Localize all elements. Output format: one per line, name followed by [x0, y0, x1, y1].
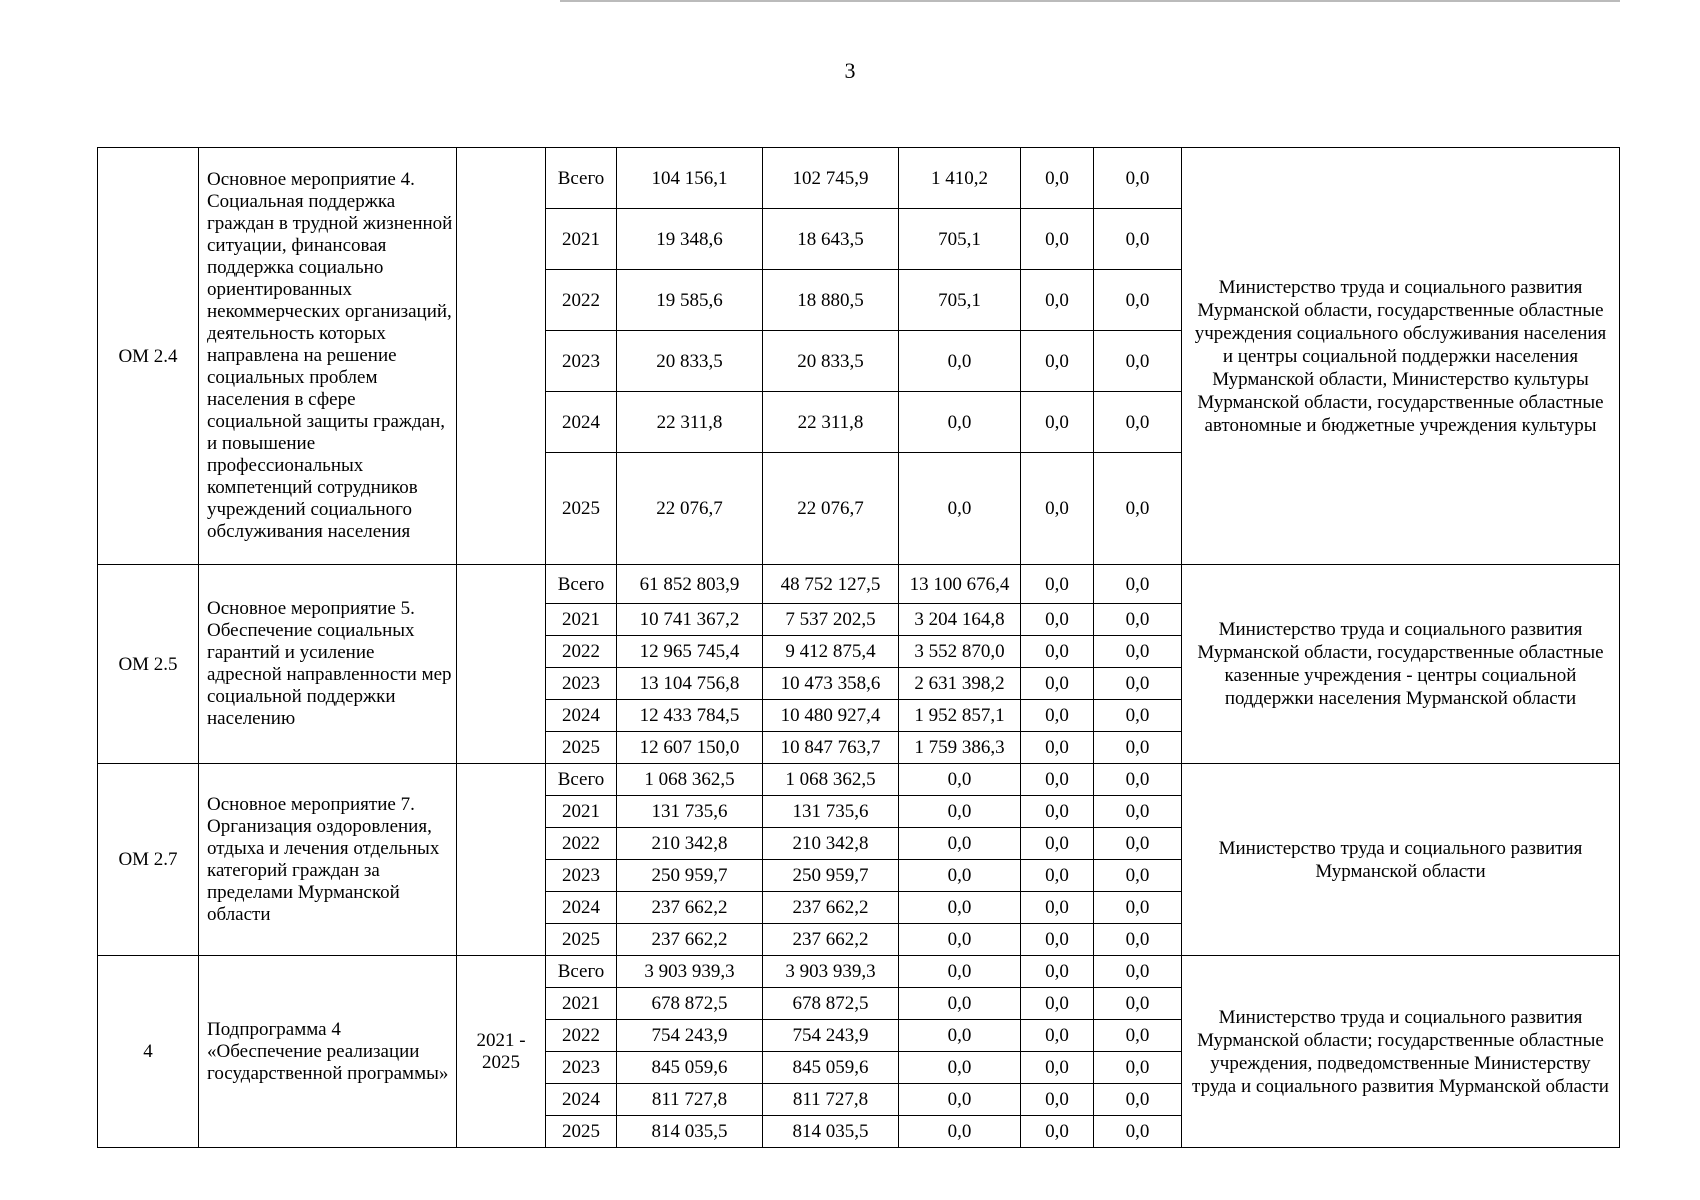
- funding-cell: 0,0: [899, 860, 1021, 892]
- funding-cell: 0,0: [1021, 1116, 1094, 1148]
- funding-cell: 0,0: [1094, 860, 1182, 892]
- funding-cell: 678 872,5: [763, 988, 899, 1020]
- funding-cell: 20 833,5: [763, 331, 899, 392]
- executor-cell: Министерство труда и социального развития Мурманской области; государственные областные учреждения, подведомственные Министерству труда и социального развития Мурманской области: [1182, 956, 1620, 1148]
- funding-cell: 7 537 202,5: [763, 604, 899, 636]
- year-cell: 2023: [546, 1052, 617, 1084]
- total-cell: 12 433 784,5: [617, 700, 763, 732]
- total-cell: 12 607 150,0: [617, 732, 763, 764]
- total-cell: 250 959,7: [617, 860, 763, 892]
- funding-cell: 0,0: [1021, 1084, 1094, 1116]
- funding-cell: 0,0: [899, 453, 1021, 565]
- executor-cell: Министерство труда и социального развития Мурманской области, государственные областные учреждения социального обслуживания населения и центры социальной поддержки населения Мурманской области, Министерство культуры Мурманской области, государственные областные автономные и бюджетные учреждения культуры: [1182, 148, 1620, 565]
- table-row: [98, 764, 1620, 796]
- funding-cell: 0,0: [1021, 860, 1094, 892]
- funding-cell: 10 480 927,4: [763, 700, 899, 732]
- total-cell: 19 348,6: [617, 209, 763, 270]
- funding-cell: 102 745,9: [763, 148, 899, 209]
- year-cell: 2024: [546, 700, 617, 732]
- funding-cell: 0,0: [899, 892, 1021, 924]
- funding-cell: 0,0: [1021, 565, 1094, 604]
- program-funding-table: [97, 147, 1620, 1148]
- funding-cell: 0,0: [1021, 732, 1094, 764]
- year-cell: 2025: [546, 453, 617, 565]
- total-cell: 20 833,5: [617, 331, 763, 392]
- total-cell: 845 059,6: [617, 1052, 763, 1084]
- funding-cell: 0,0: [1094, 270, 1182, 331]
- year-cell: 2025: [546, 732, 617, 764]
- funding-cell: 0,0: [1094, 453, 1182, 565]
- total-cell: 13 104 756,8: [617, 668, 763, 700]
- scan-artifact-line: [560, 0, 1620, 2]
- total-cell: 22 076,7: [617, 453, 763, 565]
- funding-cell: 0,0: [899, 988, 1021, 1020]
- funding-cell: 0,0: [1094, 1020, 1182, 1052]
- funding-cell: 0,0: [1021, 270, 1094, 331]
- year-cell: 2022: [546, 270, 617, 331]
- total-cell: 131 735,6: [617, 796, 763, 828]
- funding-cell: 0,0: [899, 1052, 1021, 1084]
- funding-cell: 705,1: [899, 209, 1021, 270]
- total-cell: 814 035,5: [617, 1116, 763, 1148]
- executor-cell: Министерство труда и социального развития Мурманской области, государственные областные казенные учреждения - центры социальной поддержки населения Мурманской области: [1182, 565, 1620, 764]
- table-row: [98, 565, 1620, 604]
- funding-cell: 0,0: [899, 924, 1021, 956]
- funding-cell: 0,0: [1094, 956, 1182, 988]
- table-row: [98, 956, 1620, 988]
- year-cell: 2024: [546, 392, 617, 453]
- total-cell: 12 965 745,4: [617, 636, 763, 668]
- total-cell: 1 068 362,5: [617, 764, 763, 796]
- funding-cell: 0,0: [899, 828, 1021, 860]
- funding-cell: 0,0: [899, 1116, 1021, 1148]
- funding-cell: 237 662,2: [763, 924, 899, 956]
- funding-cell: 0,0: [1094, 700, 1182, 732]
- measure-code: ОМ 2.4: [98, 148, 199, 565]
- funding-cell: 845 059,6: [763, 1052, 899, 1084]
- funding-cell: 754 243,9: [763, 1020, 899, 1052]
- funding-cell: 0,0: [1021, 604, 1094, 636]
- measure-description: Основное мероприятие 5. Обеспечение социальных гарантий и усиление адресной направленности мер социальной поддержки населению: [199, 565, 457, 764]
- funding-cell: 0,0: [1094, 636, 1182, 668]
- funding-cell: 0,0: [899, 956, 1021, 988]
- year-cell: 2023: [546, 860, 617, 892]
- funding-cell: 0,0: [899, 1084, 1021, 1116]
- funding-cell: 237 662,2: [763, 892, 899, 924]
- funding-cell: 1 068 362,5: [763, 764, 899, 796]
- year-cell: 2021: [546, 988, 617, 1020]
- funding-cell: 0,0: [1094, 732, 1182, 764]
- funding-cell: 0,0: [1021, 828, 1094, 860]
- funding-cell: 0,0: [1021, 148, 1094, 209]
- funding-cell: 0,0: [1021, 892, 1094, 924]
- total-cell: 22 311,8: [617, 392, 763, 453]
- year-cell: 2023: [546, 331, 617, 392]
- funding-cell: 3 552 870,0: [899, 636, 1021, 668]
- year-cell: 2025: [546, 924, 617, 956]
- funding-cell: 22 076,7: [763, 453, 899, 565]
- funding-cell: 18 643,5: [763, 209, 899, 270]
- funding-cell: 0,0: [1094, 668, 1182, 700]
- total-cell: 104 156,1: [617, 148, 763, 209]
- funding-cell: 0,0: [1021, 1020, 1094, 1052]
- year-cell: Всего: [546, 956, 617, 988]
- total-cell: 237 662,2: [617, 924, 763, 956]
- funding-cell: 0,0: [1094, 1084, 1182, 1116]
- funding-cell: 0,0: [1094, 1052, 1182, 1084]
- funding-cell: 0,0: [1021, 331, 1094, 392]
- funding-cell: 210 342,8: [763, 828, 899, 860]
- total-cell: 10 741 367,2: [617, 604, 763, 636]
- page-number: 3: [844, 58, 856, 83]
- year-cell: Всего: [546, 565, 617, 604]
- funding-cell: 13 100 676,4: [899, 565, 1021, 604]
- funding-cell: 0,0: [1094, 892, 1182, 924]
- year-cell: 2024: [546, 1084, 617, 1116]
- table-row: [98, 148, 1620, 209]
- funding-cell: 0,0: [1094, 828, 1182, 860]
- year-cell: 2025: [546, 1116, 617, 1148]
- year-cell: Всего: [546, 148, 617, 209]
- funding-cell: 0,0: [1094, 604, 1182, 636]
- year-cell: 2021: [546, 209, 617, 270]
- funding-cell: 3 204 164,8: [899, 604, 1021, 636]
- total-cell: 678 872,5: [617, 988, 763, 1020]
- funding-cell: 0,0: [1021, 636, 1094, 668]
- funding-cell: 18 880,5: [763, 270, 899, 331]
- total-cell: 19 585,6: [617, 270, 763, 331]
- funding-cell: 0,0: [1094, 924, 1182, 956]
- funding-cell: 0,0: [1094, 565, 1182, 604]
- funding-cell: 0,0: [1021, 209, 1094, 270]
- measure-period: [457, 565, 546, 764]
- funding-cell: 131 735,6: [763, 796, 899, 828]
- measure-code: ОМ 2.5: [98, 565, 199, 764]
- year-cell: 2023: [546, 668, 617, 700]
- funding-cell: 0,0: [1094, 392, 1182, 453]
- funding-cell: 814 035,5: [763, 1116, 899, 1148]
- funding-cell: 1 952 857,1: [899, 700, 1021, 732]
- total-cell: 811 727,8: [617, 1084, 763, 1116]
- measure-description: Основное мероприятие 7. Организация оздоровления, отдыха и лечения отдельных категорий граждан за пределами Мурманской области: [199, 764, 457, 956]
- year-cell: 2022: [546, 828, 617, 860]
- executor-cell: Министерство труда и социального развития Мурманской области: [1182, 764, 1620, 956]
- funding-cell: 0,0: [1021, 796, 1094, 828]
- measure-period: [457, 148, 546, 565]
- total-cell: 754 243,9: [617, 1020, 763, 1052]
- total-cell: 210 342,8: [617, 828, 763, 860]
- funding-cell: 0,0: [1094, 1116, 1182, 1148]
- measure-description: Основное мероприятие 4. Социальная поддержка граждан в трудной жизненной ситуации, финансовая поддержка социально ориентированных некоммерческих организаций, деятельность которых направлена на решение социальных проблем населения в сфере социальной защиты граждан, и повышение профессиональных компетенций сотрудников учреждений социального обслуживания населения: [199, 148, 457, 565]
- total-cell: 61 852 803,9: [617, 565, 763, 604]
- year-cell: Всего: [546, 764, 617, 796]
- funding-cell: 22 311,8: [763, 392, 899, 453]
- funding-cell: 0,0: [1094, 764, 1182, 796]
- funding-cell: 0,0: [899, 392, 1021, 453]
- funding-cell: 0,0: [1094, 209, 1182, 270]
- measure-period: 2021 - 2025: [457, 956, 546, 1148]
- funding-cell: 0,0: [1094, 988, 1182, 1020]
- funding-cell: 0,0: [1021, 1052, 1094, 1084]
- funding-cell: 0,0: [1021, 924, 1094, 956]
- funding-cell: 705,1: [899, 270, 1021, 331]
- funding-cell: 0,0: [1021, 668, 1094, 700]
- funding-cell: 9 412 875,4: [763, 636, 899, 668]
- funding-cell: 0,0: [1021, 700, 1094, 732]
- funding-cell: 0,0: [899, 796, 1021, 828]
- total-cell: 237 662,2: [617, 892, 763, 924]
- funding-cell: 0,0: [1021, 988, 1094, 1020]
- funding-cell: 0,0: [1094, 796, 1182, 828]
- funding-cell: 10 473 358,6: [763, 668, 899, 700]
- funding-cell: 0,0: [899, 764, 1021, 796]
- funding-cell: 0,0: [1021, 392, 1094, 453]
- total-cell: 3 903 939,3: [617, 956, 763, 988]
- funding-cell: 0,0: [1094, 331, 1182, 392]
- funding-cell: 0,0: [899, 331, 1021, 392]
- funding-cell: 250 959,7: [763, 860, 899, 892]
- funding-cell: 0,0: [1094, 148, 1182, 209]
- funding-cell: 0,0: [899, 1020, 1021, 1052]
- funding-cell: 811 727,8: [763, 1084, 899, 1116]
- funding-cell: 1 410,2: [899, 148, 1021, 209]
- year-cell: 2022: [546, 636, 617, 668]
- year-cell: 2021: [546, 604, 617, 636]
- measure-code: ОМ 2.7: [98, 764, 199, 956]
- funding-cell: 0,0: [1021, 956, 1094, 988]
- funding-cell: 1 759 386,3: [899, 732, 1021, 764]
- measure-description: Подпрограмма 4 «Обеспечение реализации государственной программы»: [199, 956, 457, 1148]
- year-cell: 2024: [546, 892, 617, 924]
- funding-cell: 0,0: [1021, 453, 1094, 565]
- funding-cell: 3 903 939,3: [763, 956, 899, 988]
- funding-cell: 2 631 398,2: [899, 668, 1021, 700]
- measure-code: 4: [98, 956, 199, 1148]
- measure-period: [457, 764, 546, 956]
- funding-cell: 10 847 763,7: [763, 732, 899, 764]
- funding-cell: 0,0: [1021, 764, 1094, 796]
- funding-cell: 48 752 127,5: [763, 565, 899, 604]
- year-cell: 2022: [546, 1020, 617, 1052]
- year-cell: 2021: [546, 796, 617, 828]
